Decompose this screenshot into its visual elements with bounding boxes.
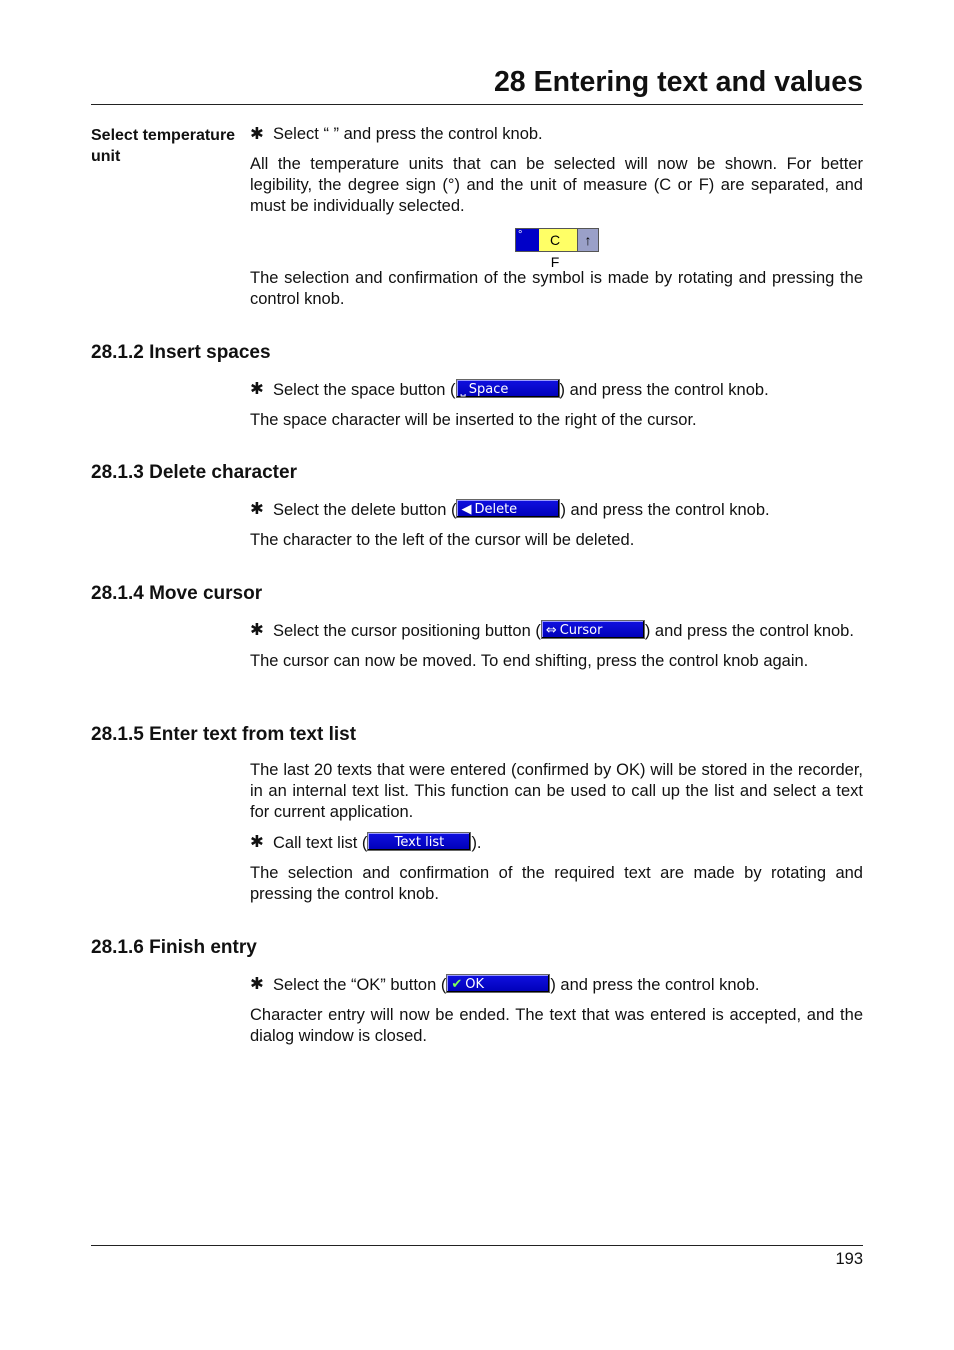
space-button[interactable] <box>456 379 560 398</box>
insert-spaces-step <box>250 379 863 401</box>
section-heading-delete-character: 28.1.3 Delete character <box>91 462 297 483</box>
delete-character-section <box>250 499 863 551</box>
ok-button[interactable] <box>446 974 550 993</box>
temperature-unit-selector[interactable] <box>515 228 599 270</box>
step-text-after: ) and press the control knob. <box>644 622 854 640</box>
step-text-after: ) and press the control knob. <box>560 501 770 519</box>
bullet-icon: ✱ <box>250 380 264 398</box>
temp-unit-description: All the temperature units that can be selected will now be shown. For better legibility, the degree sign (°) and the unit of measure (C or F) are separated, and must be individually selected. <box>250 155 863 215</box>
cursor-arrows-icon: ⇔ <box>545 623 557 638</box>
temp-unit-confirm: The selection and confirmation of the symbol is made by rotating and pressing the control knob. <box>250 269 863 308</box>
bullet-icon: ✱ <box>250 621 264 639</box>
arrow-up-icon[interactable]: ↑ <box>577 229 598 251</box>
move-cursor-step <box>250 620 863 642</box>
step-text-before: Call text list ( <box>273 834 368 852</box>
insert-spaces-section <box>250 379 863 431</box>
page-number: 193 <box>835 1250 863 1268</box>
section-heading-finish-entry: 28.1.6 Finish entry <box>91 937 257 958</box>
step-text-before: Select the “OK” button ( <box>273 976 447 994</box>
unit-options[interactable]: C F <box>539 229 577 251</box>
bullet-icon: ✱ <box>250 500 264 518</box>
delete-button-label: Delete <box>474 502 518 517</box>
delete-button[interactable] <box>456 499 560 518</box>
ok-button-label: OK <box>465 977 485 992</box>
space-button-label: Space <box>468 382 509 397</box>
temp-unit-section <box>250 124 863 217</box>
section-heading-move-cursor: 28.1.4 Move cursor <box>91 583 263 604</box>
text-list-button[interactable] <box>367 832 471 851</box>
temp-unit-step <box>250 124 863 145</box>
text-list-intro: The last 20 texts that were entered (confirmed by OK) will be stored in the recorder, in an internal text list. This function can be used to call up the list and select a text for current application. <box>250 761 863 821</box>
cursor-button[interactable] <box>541 620 645 639</box>
chapter-title: 28 Entering text and values <box>493 66 863 98</box>
text-list-button-label: Text list <box>394 835 445 850</box>
arrow-left-icon: ◀ <box>461 502 472 517</box>
text-list-step <box>250 832 863 854</box>
bullet-icon: ✱ <box>250 975 264 993</box>
side-heading: Select temperature unit <box>91 127 236 165</box>
step-text-before: Select the space button ( <box>273 381 456 399</box>
space-icon: ⎵ <box>460 382 466 397</box>
header-rule <box>91 104 863 105</box>
section-heading-insert-spaces: 28.1.2 Insert spaces <box>91 342 271 363</box>
finish-entry-result: Character entry will now be ended. The text that was entered is accepted, and the dialog window is closed. <box>250 1006 863 1045</box>
delete-character-step <box>250 499 863 521</box>
step-text-before: Select the cursor positioning button ( <box>273 622 541 640</box>
step-text-after: ). <box>471 834 482 852</box>
bullet-icon: ✱ <box>250 125 264 143</box>
finish-entry-section <box>250 974 863 1047</box>
section-heading-text-list: 28.1.5 Enter text from text list <box>91 724 357 745</box>
step-text-after: ) and press the control knob. <box>559 381 769 399</box>
step-text-before: Select the delete button ( <box>273 501 457 519</box>
step-text-after: ) and press the control knob. <box>550 976 760 994</box>
degree-sign-option[interactable]: ° <box>516 229 539 251</box>
text-list-section <box>250 760 863 905</box>
bullet-icon: ✱ <box>250 833 264 851</box>
temp-unit-confirm-block <box>250 268 863 310</box>
move-cursor-result: The cursor can now be moved. To end shifting, press the control knob again. <box>250 652 809 670</box>
move-cursor-section <box>250 620 863 672</box>
footer-rule <box>91 1245 863 1246</box>
cursor-button-label: Cursor <box>559 623 603 638</box>
finish-entry-step <box>250 974 863 996</box>
insert-spaces-result: The space character will be inserted to the right of the cursor. <box>250 411 697 429</box>
checkmark-icon: ✔ <box>451 977 463 992</box>
step-text: Select “ ” and press the control knob. <box>273 125 543 143</box>
text-list-result: The selection and confirmation of the required text are made by rotating and pressing the control knob. <box>250 864 863 903</box>
delete-character-result: The character to the left of the cursor will be deleted. <box>250 531 635 549</box>
